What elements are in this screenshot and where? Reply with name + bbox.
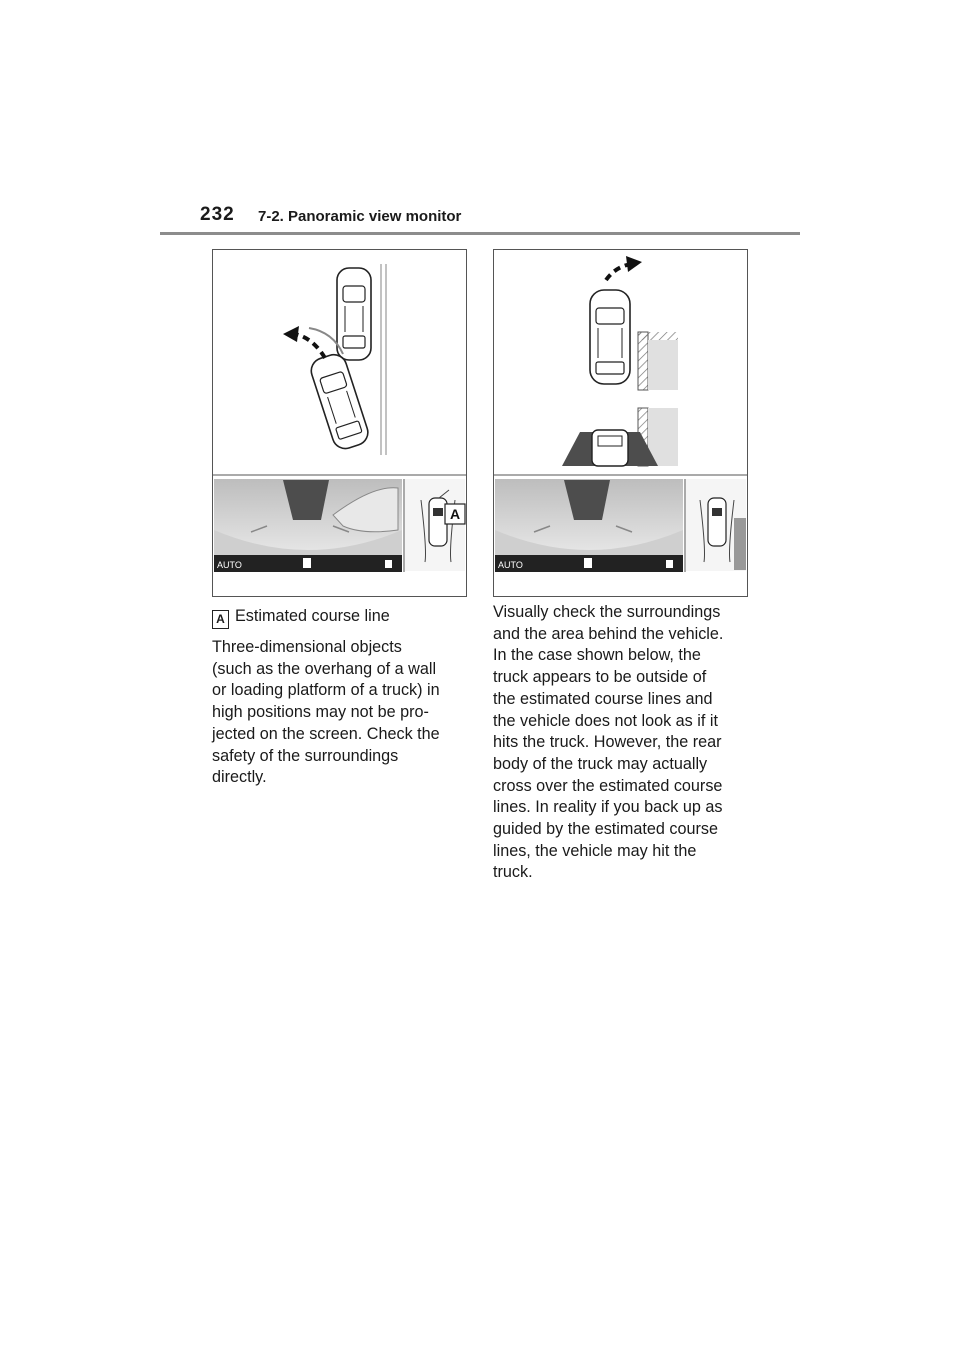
right-paragraph-line: truck. (493, 863, 533, 882)
figure-truck-backup (493, 249, 748, 597)
figure-parallel-parking (212, 249, 467, 597)
left-paragraph (212, 637, 474, 789)
caption-text: Estimated course line (235, 607, 390, 625)
left-paragraph-line: (such as the overhang of a wall (212, 659, 437, 678)
right-paragraph-line: lines. In reality if you back up as (493, 798, 723, 817)
moving-car-icon (308, 351, 371, 452)
right-paragraph-line: cross over the estimated course (493, 776, 723, 795)
figure-caption (212, 606, 390, 629)
camera-screen (214, 479, 465, 572)
right-paragraph-line: Visually check the surroundings (493, 603, 721, 621)
right-paragraph (493, 602, 755, 884)
right-paragraph-line: the vehicle does not look as if it (493, 711, 718, 730)
screen-auto-label: AUTO (498, 560, 523, 570)
page-number: 232 (200, 204, 235, 225)
right-paragraph-line: In the case shown below, the (493, 646, 701, 665)
header-rule (160, 232, 800, 235)
left-paragraph-line: jected on the screen. Check the (212, 724, 440, 743)
parked-car-icon (337, 268, 371, 360)
left-paragraph-line: Three-dimensional objects (212, 638, 402, 656)
left-paragraph-line: or loading platform of a truck) in (212, 681, 440, 700)
left-paragraph-line: directly. (212, 768, 267, 787)
screen-auto-label: AUTO (217, 560, 242, 570)
right-paragraph-line: and the area behind the vehicle. (493, 624, 724, 643)
right-paragraph-line: lines, the vehicle may hit the (493, 841, 697, 860)
callout-a-label: A (450, 506, 461, 522)
left-paragraph-line: high positions may not be pro- (212, 703, 429, 722)
caption-callout-letter: A (212, 610, 229, 629)
left-paragraph-line: safety of the surroundings (212, 746, 399, 765)
right-paragraph-line: truck appears to be outside of (493, 668, 707, 687)
vehicle-top-icon (590, 290, 630, 384)
right-paragraph-line: guided by the estimated course (493, 820, 718, 839)
section-title: 7-2. Panoramic view monitor (258, 208, 462, 225)
rear-car-icon (592, 430, 628, 466)
right-paragraph-line: the estimated course lines and (493, 689, 713, 708)
right-paragraph-line: body of the truck may actually (493, 754, 708, 773)
dashed-arrow-icon (606, 256, 642, 280)
camera-screen (495, 479, 746, 572)
right-paragraph-line: hits the truck. However, the rear (493, 733, 722, 752)
